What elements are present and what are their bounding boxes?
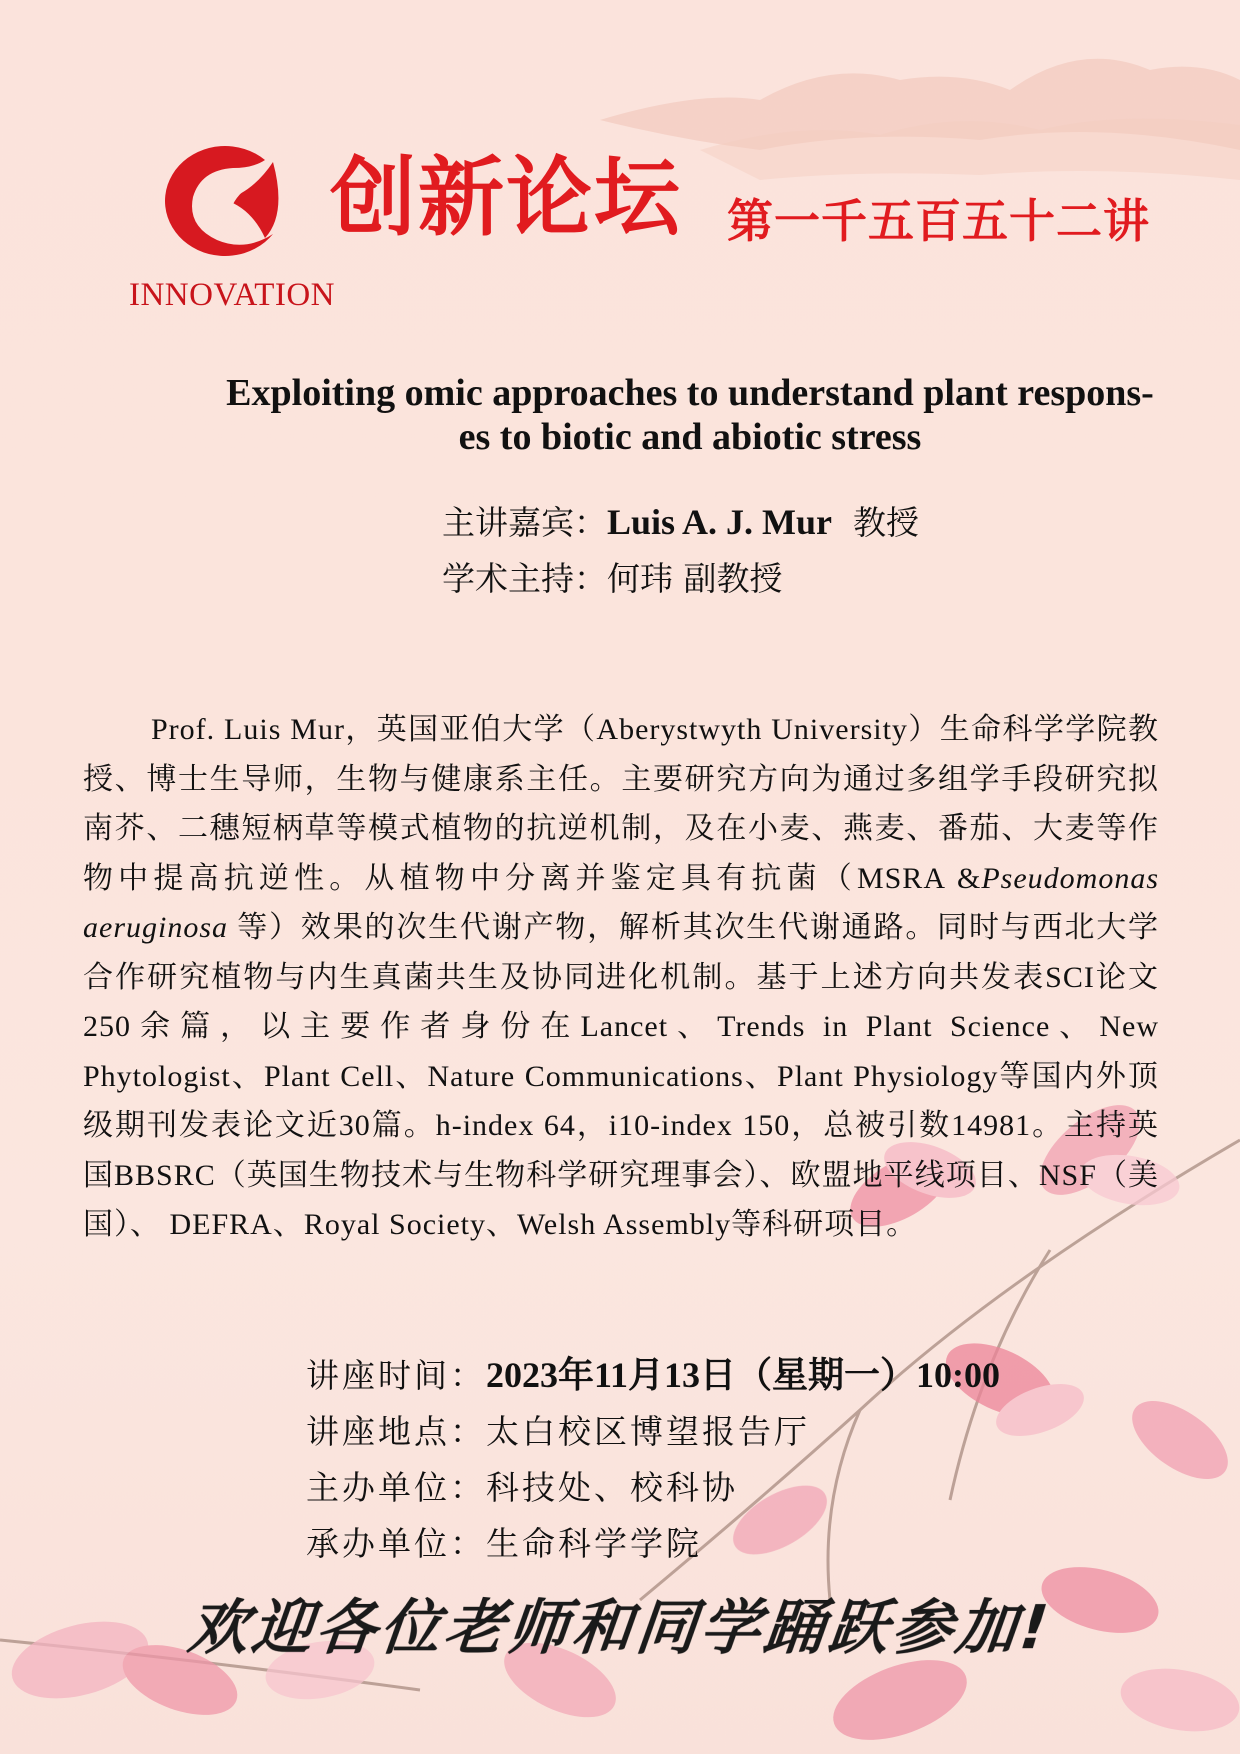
speaker-bio: [83, 705, 1159, 1250]
talk-title-line-2: es to biotic and abiotic stress: [458, 416, 922, 458]
organizer-row: [306, 1460, 1000, 1516]
place-label: 讲座地点：: [306, 1412, 486, 1451]
bio-text-part-1: Prof. Luis Mur，英国亚伯大学（Aberystwyth University）生命科学学院教授、博士生导师，生物与健康系主任。主要研究方向为通过多组学手段研究拟南芥、二穗短柄草等模式植物的抗逆机制，及在小麦、燕麦、番茄、大麦等作物中提高抗逆性。从植物中分离并鉴定具有抗菌（MSRA &: [83, 713, 1159, 895]
speaker-row: [442, 494, 919, 551]
time-row: [306, 1347, 1000, 1404]
speaker-name: Luis A. J. Mur: [607, 502, 833, 542]
time-value: 2023年11月13日（星期一）10:00: [486, 1355, 1001, 1395]
bio-text-part-2: 等）效果的次生代谢产物，解析其次生代谢通路。同时与西北大学合作研究植物与内生真菌共生及协同进化机制。基于上述方向共发表SCI论文250余篇，以主要作者身份在Lancet、Trends in Plant Science、New Phytologist、Plant Cell、Nature Communications、Plant Physiology等国内外顶级期刊发表论文近30篇。h-index 64，i10-index 150，总被引数14981。主持英国BBSRC（英国生物技术与生物科学研究理事会）、欧盟地平线项目、NSF（美国）、 DEFRA、Royal Society、Welsh Assembly等科研项目。: [83, 911, 1159, 1241]
speaker-label: 主讲嘉宾：: [442, 503, 607, 542]
talk-title: [170, 371, 1210, 459]
host-label: 学术主持：: [442, 559, 607, 598]
place-row: [306, 1404, 1000, 1460]
bio-species-name: Pseudomonas aeruginosa: [83, 861, 1159, 944]
logo-text: INNOVATION: [128, 277, 336, 313]
speaker-title: 教授: [853, 503, 920, 542]
place-value: 太白校区博望报告厅: [486, 1412, 810, 1451]
host-row: [442, 551, 919, 607]
lecture-number: 第一千五百五十二讲: [727, 194, 1150, 248]
forum-title: 创新论坛: [330, 148, 682, 248]
event-details: [306, 1347, 1000, 1572]
host-unit-label: 承办单位：: [306, 1524, 486, 1563]
welcome-message: 欢迎各位老师和同学踊跃参加!: [184, 1593, 1056, 1663]
host-unit-row: [306, 1516, 1000, 1572]
host-unit-value: 生命科学学院: [486, 1524, 702, 1563]
swirl-logo-icon: [155, 142, 315, 267]
organizer-label: 主办单位：: [306, 1468, 486, 1507]
people-block: [442, 494, 919, 607]
time-label: 讲座时间：: [306, 1356, 486, 1395]
host-name: 何玮: [607, 559, 673, 598]
innovation-logo: [122, 142, 342, 312]
talk-title-line-1: Exploiting omic approaches to understand plant respons-: [226, 372, 1154, 414]
host-title: 副教授: [683, 559, 783, 598]
organizer-value: 科技处、校科协: [486, 1468, 738, 1507]
